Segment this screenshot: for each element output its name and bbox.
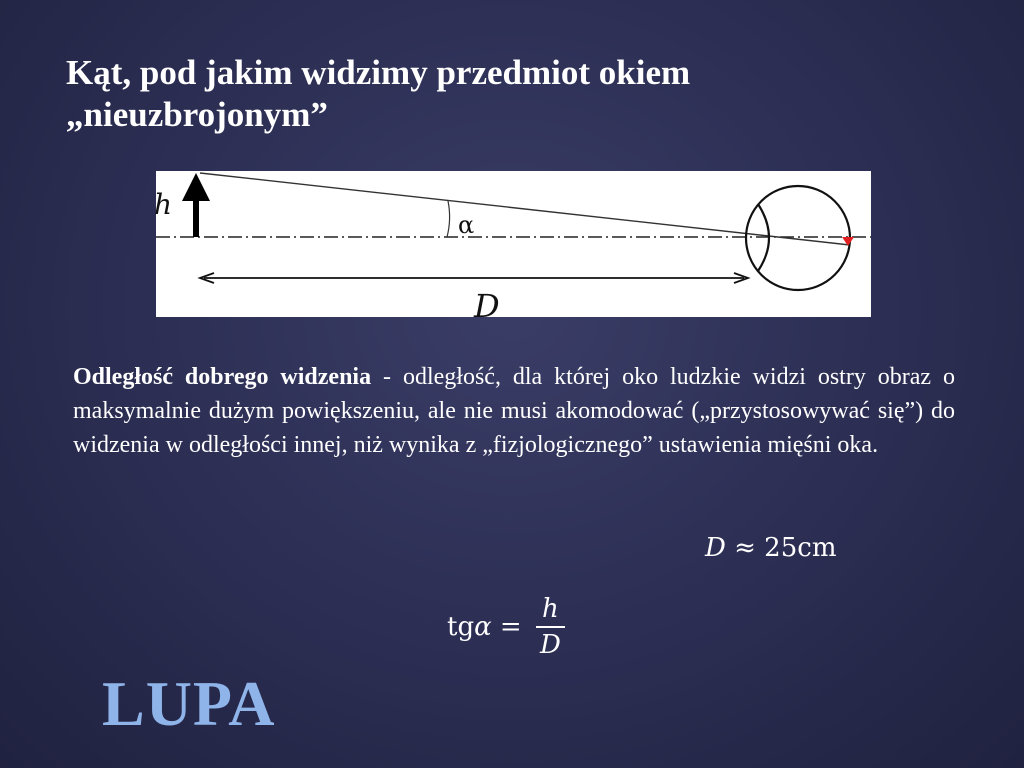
distance-formula <box>705 533 836 563</box>
angle-arc <box>447 201 450 237</box>
definition-term: Odległość dobrego widzenia <box>73 364 372 390</box>
definition-text: - odległość, dla której oko ludzkie widzi ostry obraz o maksymalnie dużym powiększeniu, ale nie musi akomodować („przystosowywać się”) do widzenia w odległości innej, niż wynika z „fizjologicznego” ustawienia mięśni oka. <box>73 364 956 458</box>
slide-title <box>66 52 966 136</box>
label-alpha: α <box>458 211 475 239</box>
fraction-denominator: D <box>536 626 565 660</box>
formula-tg-eq: = <box>491 612 530 642</box>
formula-d-rest: ≈ 25cm <box>725 533 837 563</box>
formula-tg-var: α <box>474 612 492 642</box>
eye-circle <box>746 186 850 290</box>
title-line-2: „nieuzbrojonym” <box>66 95 328 134</box>
diagram-svg <box>154 171 871 325</box>
label-h: h <box>154 188 173 221</box>
definition-paragraph <box>73 360 955 462</box>
sight-line <box>200 173 850 245</box>
label-D: D <box>474 287 500 325</box>
tangent-formula <box>447 582 565 672</box>
fraction-numerator: h <box>542 594 559 624</box>
object-arrow-head <box>182 173 210 201</box>
formula-tg-func: tg <box>447 612 475 642</box>
eye-angle-diagram <box>154 171 871 325</box>
title-line-1: Kąt, pod jakim widzimy przedmiot okiem <box>66 53 691 92</box>
formula-fraction <box>536 594 565 660</box>
lupa-heading: LUPA <box>102 668 276 739</box>
formula-d-var: D <box>705 533 726 563</box>
